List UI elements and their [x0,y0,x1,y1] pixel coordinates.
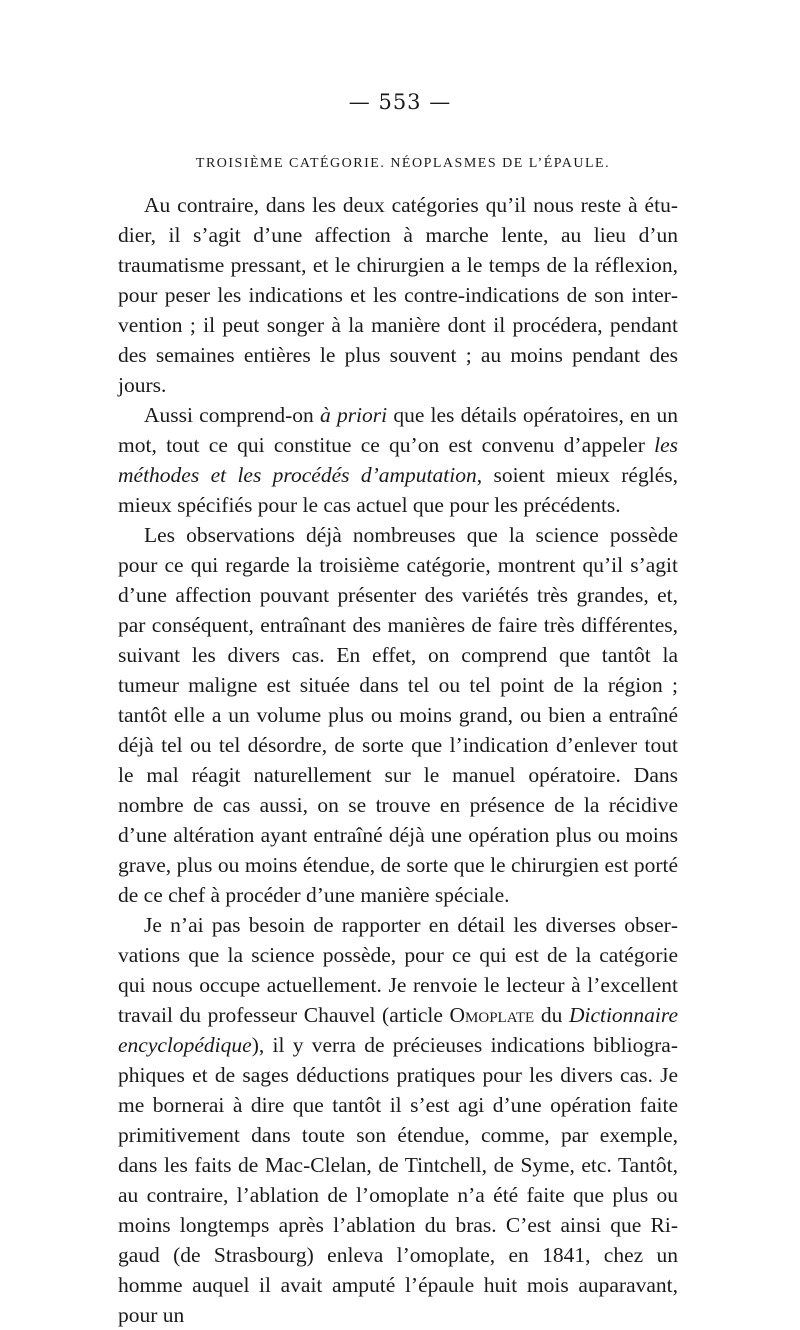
running-head: TROISIÈME CATÉGORIE. NÉOPLASMES DE L’ÉPAULE. [195,156,611,171]
text-run: ), il y verra de précieuses indications bibliographiques et de sages déductions pratiques pour les divers cas. Je me bornerai à dire que tantôt il s’est agi d’une opération faite primitivement dans toute son étendue, comme, par exemple, dans les faits de Mac-Clelan, de Tintchell, de Syme, etc. Tantôt, au contraire, l’ablation de l’omoplate n’a été faite que plus ou moins longtemps après l’ablation du bras. C’est ainsi que Rigaud (de Strasbourg) enleva l’omoplate, en 1841, chez un homme auquel il avait amputé l’épaule huit mois auparavant, pour un [118,1033,678,1327]
paragraph-2 [118,400,678,520]
italic-text: Dictionnaire encyclopédique [118,1003,679,1057]
small-caps-text: Omoplate [449,1003,535,1027]
text-run: que les détails opératoires, en un mot, tout ce qui constitue ce qu’on est convenu d’appeler [118,403,678,457]
paragraph-1 [118,190,678,400]
text-run: du [534,1003,569,1027]
text-run: , soient mieux réglés, mieux spécifiés pour le cas actuel que pour les précédents. [118,463,678,517]
text-run: Les observations déjà nombreuses que la science possède pour ce qui regarde la troisième catégorie, montrent qu’il s’agit d’une affection pouvant présenter des variétés très grandes, et, par conséquent, entraînant des manières de faire très différentes, suivant les divers cas. En effet, on comprend que tantôt la tumeur maligne est située dans tel ou tel point de la région ; tantôt elle a un volume plus ou moins grand, ou bien a entraîné déjà tel ou tel désordre, de sorte que l’indication d’enlever tout le mal réagit naturellement sur le manuel opératoire. Dans nombre de cas aussi, on se trouve en présence de la récidive d’une altération ayant entraîné déjà une opération plus ou moins grave, plus ou moins étendue, de sorte que le chirurgien est porté de ce chef à procéder d’une manière spéciale. [118,523,678,907]
italic-text: les méthodes et les procédés d’amputation [118,433,678,487]
body-text [118,190,678,1330]
paragraph-4 [118,910,678,1330]
text-run: Je n’ai pas besoin de rapporter en détail les diverses observations que la science possède, pour ce qui est de la catégorie qui nous occupe actuellement. Je renvoie le lecteur à l’excellent travail du professeur Chauvel (article [118,913,678,1027]
paragraph-3 [118,520,678,910]
page-number: — 553 — [348,90,452,114]
text-run: Aussi comprend-on [144,403,320,427]
text-run: Au contraire, dans les deux catégories qu’il nous reste à étudier, il s’agit d’une affection à marche lente, au lieu d’un traumatisme pressant, et le chirurgien a le temps de la réflexion, pour peser les indications et les contre-indications de son intervention ; il peut songer à la manière dont il procédera, pendant des semaines entières le plus souvent ; au moins pendant des jours. [118,193,678,397]
italic-text: à priori [320,403,388,427]
